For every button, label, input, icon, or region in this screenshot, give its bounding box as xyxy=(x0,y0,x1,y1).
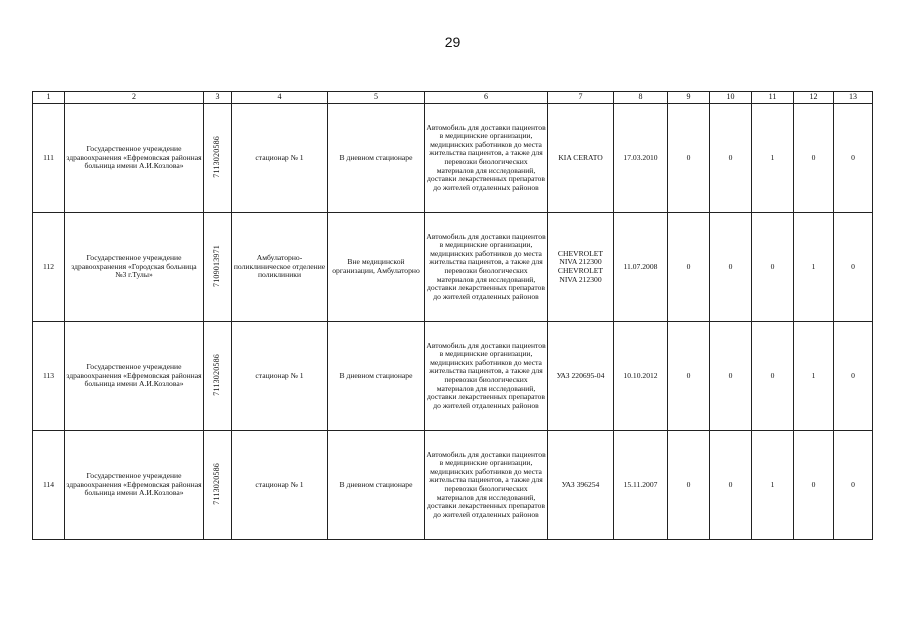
inn-cell xyxy=(204,322,232,431)
header-cell: 10 xyxy=(710,92,752,104)
row-number: 111 xyxy=(33,104,65,213)
count-cell: 0 xyxy=(834,322,873,431)
table-header-row xyxy=(33,92,873,104)
row-number: 114 xyxy=(33,431,65,540)
count-cell: 0 xyxy=(668,431,710,540)
table-row xyxy=(33,213,873,322)
conditions-cell: В дневном стационаре xyxy=(328,104,425,213)
institution-cell: Государственное учреждение здравоохранения «Ефремовская районная больница имени А.И.Козлова» xyxy=(65,104,204,213)
count-cell: 0 xyxy=(710,104,752,213)
vehicle-cell: CHEVROLET NIVA 212300 CHEVROLET NIVA 212300 xyxy=(548,213,614,322)
institution-cell: Государственное учреждение здравоохранения «Ефремовская районная больница имени А.И.Козлова» xyxy=(65,322,204,431)
count-cell: 0 xyxy=(668,322,710,431)
inn-cell xyxy=(204,431,232,540)
unit-cell: стационар № 1 xyxy=(232,104,328,213)
conditions-cell: В дневном стационаре xyxy=(328,431,425,540)
count-cell: 1 xyxy=(794,213,834,322)
row-number: 112 xyxy=(33,213,65,322)
conditions-cell: Вне медицинской организации, Амбулаторно xyxy=(328,213,425,322)
inn-text: 7113020586 xyxy=(212,135,222,178)
page-number: 29 xyxy=(444,34,461,50)
count-cell: 1 xyxy=(752,104,794,213)
count-cell: 0 xyxy=(834,431,873,540)
count-cell: 0 xyxy=(834,104,873,213)
date-cell: 17.03.2010 xyxy=(614,104,668,213)
institution-cell: Государственное учреждение здравоохранения «Городская больница №3 г.Тулы» xyxy=(65,213,204,322)
vehicle-cell: УАЗ 396254 xyxy=(548,431,614,540)
header-cell: 6 xyxy=(425,92,548,104)
date-cell: 15.11.2007 xyxy=(614,431,668,540)
count-cell: 0 xyxy=(710,322,752,431)
unit-cell: стационар № 1 xyxy=(232,322,328,431)
table-row xyxy=(33,431,873,540)
header-cell: 4 xyxy=(232,92,328,104)
header-cell: 11 xyxy=(752,92,794,104)
unit-cell: стационар № 1 xyxy=(232,431,328,540)
header-cell: 8 xyxy=(614,92,668,104)
purpose-cell: Автомобиль для доставки пациентов в медицинские организации, медицинских работников до места жительства пациентов, а также для перевозки биологических материалов для исследований, доставки лекарственных препаратов до жителей отдаленных районов xyxy=(425,431,548,540)
header-cell: 5 xyxy=(328,92,425,104)
conditions-cell: В дневном стационаре xyxy=(328,322,425,431)
header-cell: 1 xyxy=(33,92,65,104)
purpose-cell: Автомобиль для доставки пациентов в медицинские организации, медицинских работников до места жительства пациентов, а также для перевозки биологических материалов для исследований, доставки лекарственных препаратов до жителей отдаленных районов xyxy=(425,322,548,431)
vehicle-cell: KIA CERATO xyxy=(548,104,614,213)
institution-cell: Государственное учреждение здравоохранения «Ефремовская районная больница имени А.И.Козлова» xyxy=(65,431,204,540)
count-cell: 1 xyxy=(752,431,794,540)
header-cell: 12 xyxy=(794,92,834,104)
date-cell: 10.10.2012 xyxy=(614,322,668,431)
count-cell: 0 xyxy=(710,213,752,322)
header-cell: 2 xyxy=(65,92,204,104)
unit-cell: Амбулаторно-поликлиническое отделение поликлиники xyxy=(232,213,328,322)
vehicle-table xyxy=(32,91,873,540)
inn-text: 7113020586 xyxy=(212,353,222,396)
count-cell: 0 xyxy=(794,431,834,540)
inn-cell xyxy=(204,213,232,322)
count-cell: 0 xyxy=(794,104,834,213)
header-cell: 13 xyxy=(834,92,873,104)
header-cell: 9 xyxy=(668,92,710,104)
table-row xyxy=(33,104,873,213)
inn-text: 7113020586 xyxy=(212,462,222,505)
inn-cell xyxy=(204,104,232,213)
date-cell: 11.07.2008 xyxy=(614,213,668,322)
purpose-cell: Автомобиль для доставки пациентов в медицинские организации, медицинских работников до места жительства пациентов, а также для перевозки биологических материалов для исследований, доставки лекарственных препаратов до жителей отдаленных районов xyxy=(425,213,548,322)
count-cell: 0 xyxy=(668,213,710,322)
count-cell: 0 xyxy=(752,322,794,431)
header-cell: 7 xyxy=(548,92,614,104)
count-cell: 0 xyxy=(752,213,794,322)
row-number: 113 xyxy=(33,322,65,431)
header-cell: 3 xyxy=(204,92,232,104)
vehicle-cell: УАЗ 220695-04 xyxy=(548,322,614,431)
purpose-cell: Автомобиль для доставки пациентов в медицинские организации, медицинских работников до места жительства пациентов, а также для перевозки биологических материалов для исследований, доставки лекарственных препаратов до жителей отдаленных районов xyxy=(425,104,548,213)
count-cell: 0 xyxy=(668,104,710,213)
count-cell: 0 xyxy=(710,431,752,540)
count-cell: 1 xyxy=(794,322,834,431)
inn-text: 7109013971 xyxy=(212,244,222,287)
count-cell: 0 xyxy=(834,213,873,322)
table-row xyxy=(33,322,873,431)
